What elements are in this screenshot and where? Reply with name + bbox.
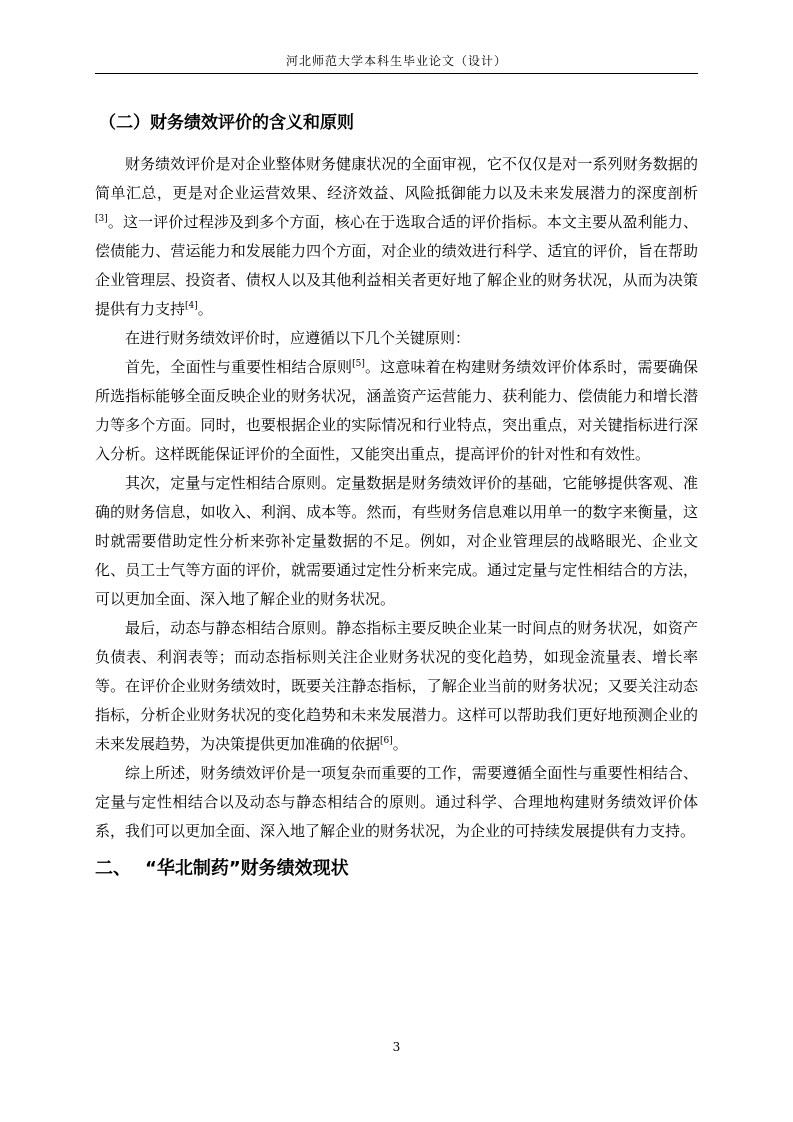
paragraph-principle-third: 最后，动态与静态相结合原则。静态指标主要反映企业某一时间点的财务状况，如资产负债表、利润表等；而动态指标则关注企业财务状况的变化趋势，如现金流量表、增长率等。在评价企业财务绩效时，既要关注静态指标，了解企业当前的财务状况；又要关注动态指标，分析企业财务状况的变化趋势和未来发展潜力。这样可以帮助我们更好地预测企业的未来发展趋势，为决策提供更加准确的依据[6]。 bbox=[95, 619, 698, 753]
running-header: 河北师范大学本科生毕业论文（设计） bbox=[285, 54, 507, 68]
paragraph-principle-first: 首先，全面性与重要性相结合原则[5]。这意味着在构建财务绩效评价体系时，需要确保所选指标能够全面反映企业的财务状况，涵盖资产运营能力、获利能力、偿债能力和增长潜力等多个方面。同时，也要根据企业的实际情况和行业特点，突出重点，对关键指标进行深入分析。这样既能保证评价的全面性，又能突出重点，提高评价的针对性和有效性。 bbox=[95, 358, 698, 463]
citation-4: [4] bbox=[185, 301, 198, 311]
citation-3: [3] bbox=[95, 214, 108, 224]
paragraph-summary: 综上所述，财务绩效评价是一项复杂而重要的工作，需要遵循全面性与重要性相结合、定量与定性相结合以及动态与静态相结合的原则。通过科学、合理地构建财务绩效评价体系，我们可以更加全面、深入地了解企业的财务状况，为企业的可持续发展提供有力支持。 bbox=[95, 764, 698, 840]
chapter-title: “华北制药”财务绩效现状 bbox=[145, 858, 349, 879]
paragraph-definition: 财务绩效评价是对企业整体财务健康状况的全面审视，它不仅仅是对一系列财务数据的简单汇总，更是对企业运营效果、经济效益、风险抵御能力以及未来发展潜力的深度剖析[3]。这一评价过程涉及到多个方面，核心在于选取合适的评价指标。本文主要从盈利能力、偿债能力、营运能力和发展能力四个方面，对企业的绩效进行科学、适宜的评价，旨在帮助企业管理层、投资者、债权人以及其他利益相关者更好地了解企业的财务状况，从而为决策提供有力支持[4]。 bbox=[95, 155, 698, 318]
page-number: 3 bbox=[392, 1040, 401, 1054]
section-heading: （二）财务绩效评价的含义和原则 bbox=[99, 113, 354, 133]
paragraph-principle-second: 其次，定量与定性相结合原则。定量数据是财务绩效评价的基础，它能够提供客观、准确的财务信息，如收入、利润、成本等。然而，有些财务信息难以用单一的数字来衡量，这时就需要借助定性分析来弥补定量数据的不足。例如，对企业管理层的战略眼光、企业文化、员工士气等方面的评价，就需要通过定性分析来完成。通过定量与定性相结合的方法，可以更加全面、深入地了解企业的财务状况。 bbox=[95, 474, 698, 608]
citation-6: [6] bbox=[380, 736, 393, 746]
chapter-heading bbox=[95, 854, 698, 884]
citation-5: [5] bbox=[352, 359, 365, 369]
paragraph-principles-intro: 在进行财务绩效评价时，应遵循以下几个关键原则： bbox=[125, 329, 471, 347]
header-rule bbox=[95, 73, 698, 74]
page-body bbox=[95, 108, 698, 884]
chapter-number: 二、 bbox=[95, 858, 131, 879]
